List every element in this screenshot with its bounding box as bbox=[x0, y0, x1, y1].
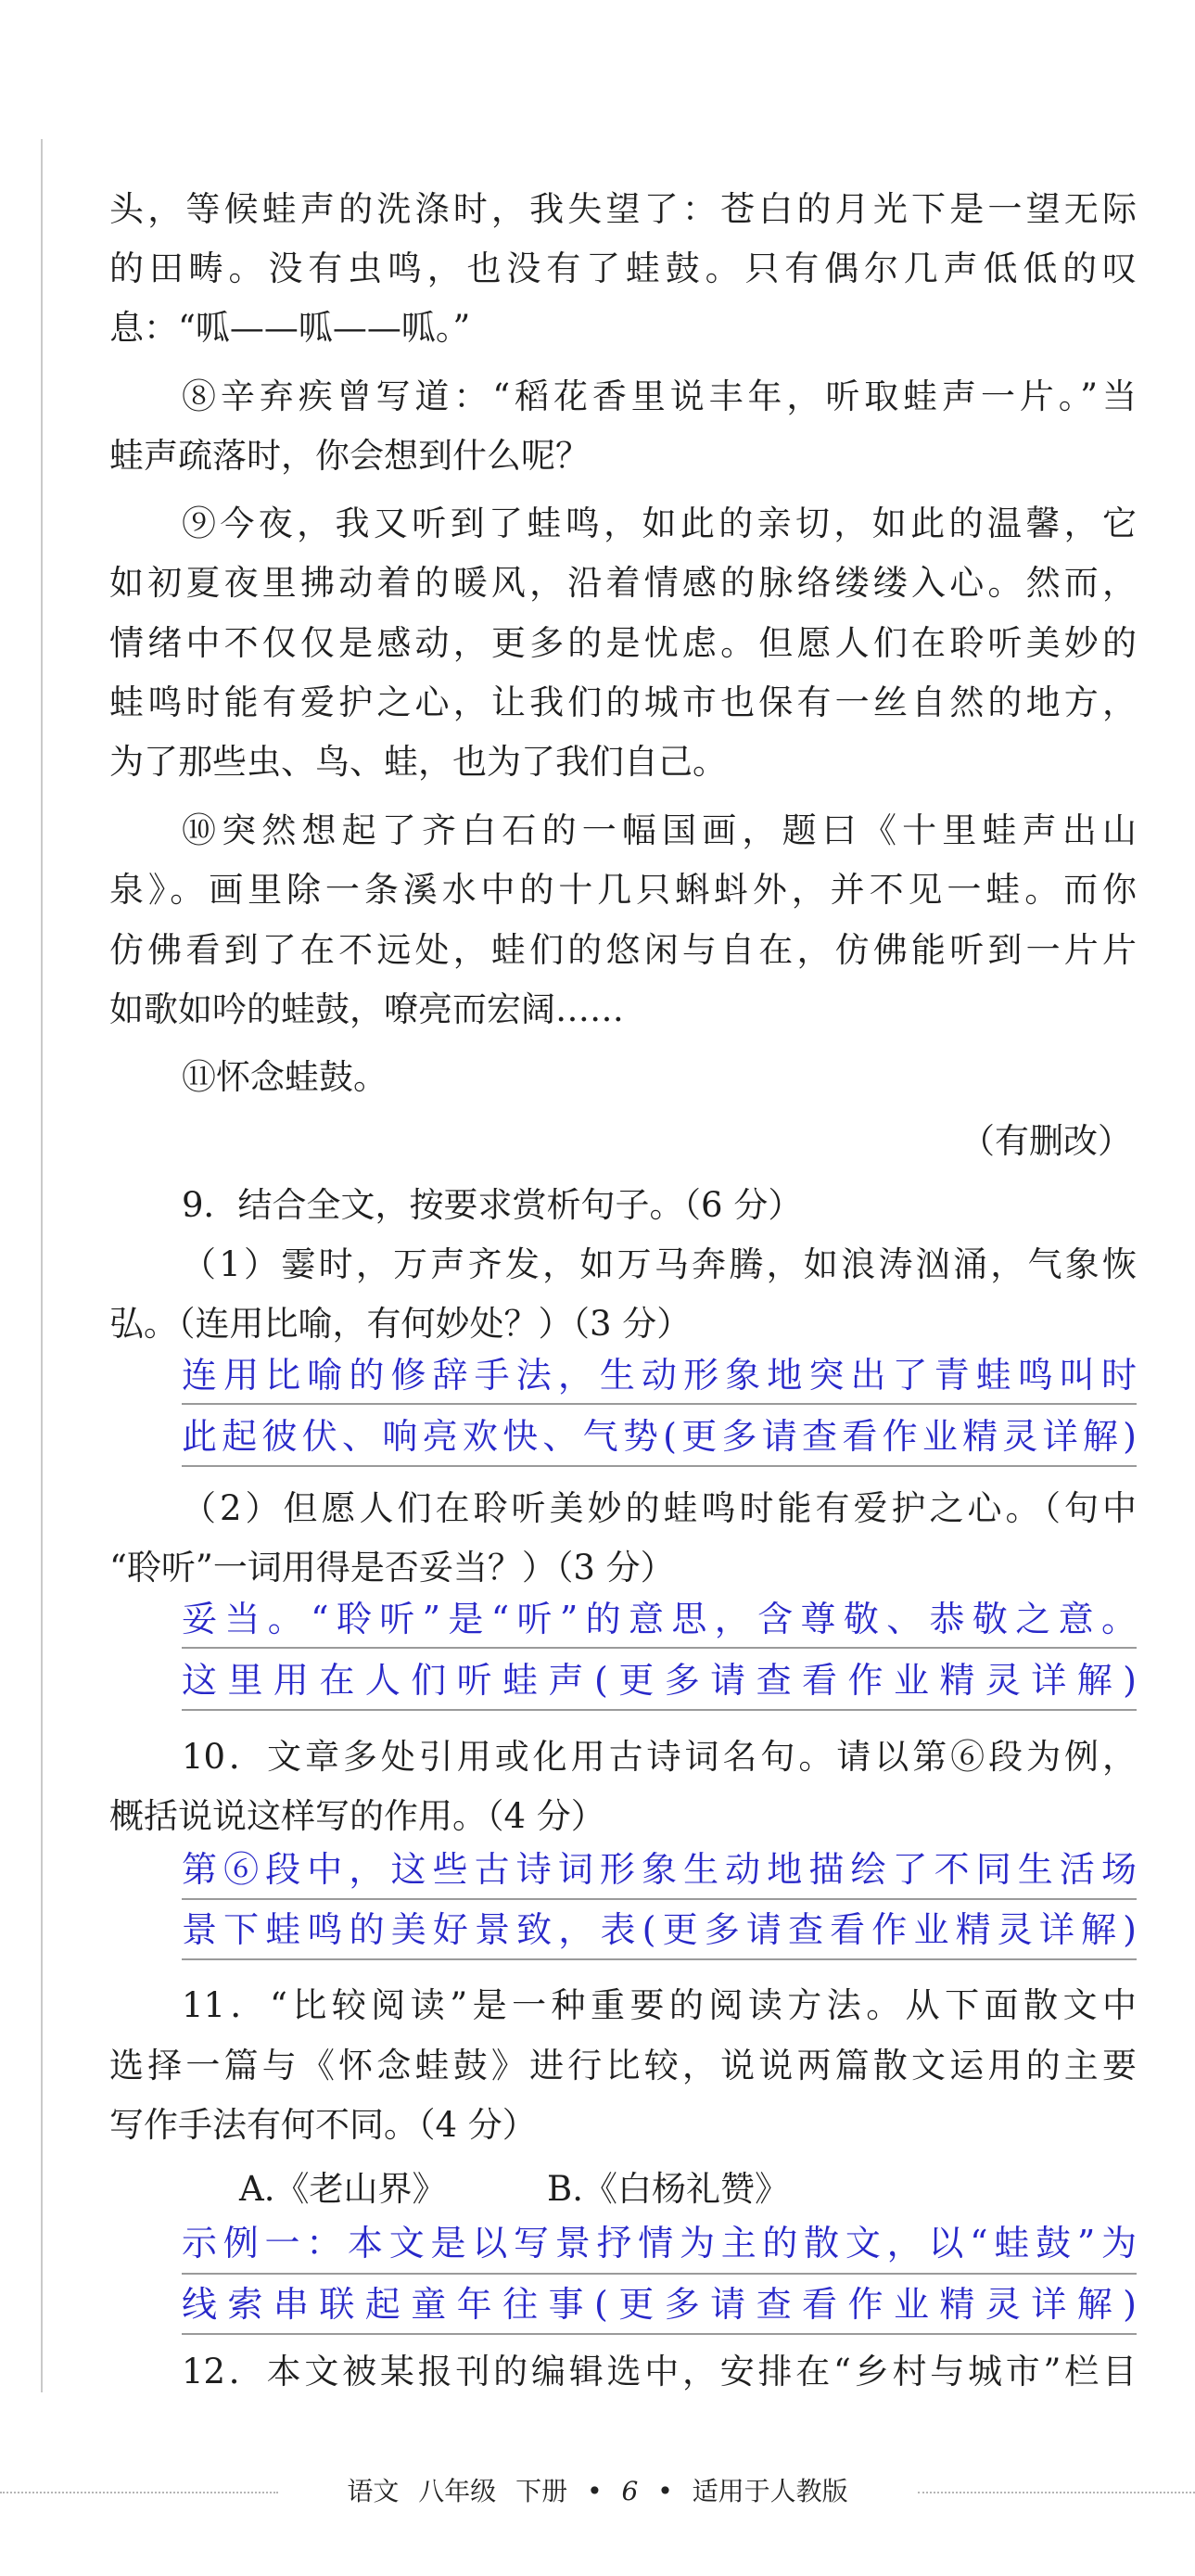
question-stem: 写作手法有何不同。（4 分） bbox=[109, 2105, 537, 2145]
answer-line: 妥当。“聆听”是“听”的意思，含尊敬、恭敬之意。 bbox=[182, 1599, 1137, 1639]
question-stem: 11．“比较阅读”是一种重要的阅读方法。从下面散文中 bbox=[182, 1985, 1137, 2025]
footer-volume: 下册 bbox=[515, 2476, 568, 2506]
answer-rule bbox=[182, 1709, 1137, 1711]
footer-separator: • bbox=[587, 2476, 603, 2506]
passage-line: 为了那些虫、鸟、蛙，也为了我们自己。 bbox=[109, 742, 727, 782]
passage-line: 蛙鸣时能有爱护之心，让我们的城市也保有一丝自然的地方， bbox=[109, 682, 1137, 722]
option-a: A.《老山界》 bbox=[239, 2169, 447, 2209]
sub-question-text: （1）霎时，万声齐发，如万马奔腾，如浪涛汹涌，气象恢 bbox=[182, 1244, 1137, 1284]
passage-line: ⑪怀念蛙鼓。 bbox=[182, 1057, 388, 1097]
passage-line: ⑩突然想起了齐白石的一幅国画，题曰《十里蛙声出山 bbox=[182, 810, 1137, 850]
option-b: B.《白杨礼赞》 bbox=[547, 2169, 789, 2209]
passage-line: 仿佛看到了在不远处，蛙们的悠闲与自在，仿佛能听到一片片 bbox=[109, 930, 1137, 970]
passage-line: 蛙声疏落时，你会想到什么呢？ bbox=[109, 436, 590, 476]
passage-line: 如歌如吟的蛙鼓，嘹亮而宏阔…… bbox=[109, 989, 624, 1029]
answer-rule bbox=[182, 2333, 1137, 2335]
answer-line: 这里用在人们听蛙声(更多请查看作业精灵详解) bbox=[182, 1660, 1137, 1701]
passage-line: 情绪中不仅仅是感动，更多的是忧虑。但愿人们在聆听美妙的 bbox=[109, 623, 1137, 663]
page-footer bbox=[0, 2469, 1195, 2514]
answer-rule bbox=[182, 2273, 1137, 2275]
passage-line: 头，等候蛙声的洗涤时，我失望了：苍白的月光下是一望无际 bbox=[109, 189, 1137, 229]
question-stem: 概括说说这样写的作用。（4 分） bbox=[109, 1796, 605, 1836]
footer-separator: • bbox=[657, 2476, 673, 2506]
passage-line: 泉》。画里除一条溪水中的十几只蝌蚪外，并不见一蛙。而你 bbox=[109, 870, 1137, 910]
answer-line: 示例一：本文是以写景抒情为主的散文，以“蛙鼓”为 bbox=[182, 2223, 1137, 2264]
answer-line: 连用比喻的修辞手法，生动形象地突出了青蛙鸣叫时 bbox=[182, 1355, 1137, 1396]
answer-rule bbox=[182, 1898, 1137, 1900]
passage-line: 息：“呱——呱——呱。” bbox=[109, 308, 471, 348]
passage-line: 的田畴。没有虫鸣，也没有了蛙鼓。只有偶尔几声低低的叹 bbox=[109, 249, 1137, 288]
answer-rule bbox=[182, 1647, 1137, 1649]
answer-line: 线索串联起童年往事(更多请查看作业精灵详解) bbox=[182, 2284, 1137, 2325]
footer-subject: 语文 bbox=[347, 2476, 400, 2506]
sub-question-text: 弘。（连用比喻，有何妙处？）（3 分） bbox=[109, 1304, 692, 1344]
passage-line: ⑨今夜，我又听到了蛙鸣，如此的亲切，如此的温馨，它 bbox=[182, 504, 1137, 543]
footer-edition: 适用于人教版 bbox=[692, 2476, 848, 2506]
left-margin-line bbox=[41, 139, 43, 2392]
question-stem: 12．本文被某报刊的编辑选中，安排在“乡村与城市”栏目 bbox=[182, 2352, 1137, 2391]
answer-rule bbox=[182, 1958, 1137, 1960]
answer-rule bbox=[182, 1465, 1137, 1467]
footer-grade: 八年级 bbox=[418, 2476, 497, 2506]
passage-line: 如初夏夜里拂动着的暖风，沿着情感的脉络缕缕入心。然而， bbox=[109, 563, 1137, 603]
answer-line: 景下蛙鸣的美好景致，表(更多请查看作业精灵详解) bbox=[182, 1909, 1137, 1950]
question-stem: 9．结合全文，按要求赏析句子。（6 分） bbox=[182, 1185, 803, 1225]
footer-page-number: 6 bbox=[621, 2476, 639, 2506]
sub-question-text: “聆听”一词用得是否妥当？）（3 分） bbox=[109, 1548, 675, 1588]
answer-line: 第⑥段中，这些古诗词形象生动地描绘了不同生活场 bbox=[182, 1849, 1137, 1890]
question-stem: 选择一篇与《怀念蛙鼓》进行比较，说说两篇散文运用的主要 bbox=[109, 2046, 1137, 2085]
answer-rule bbox=[182, 1403, 1137, 1405]
sub-question-text: （2）但愿人们在聆听美妙的蛙鸣时能有爱护之心。（句中 bbox=[182, 1488, 1137, 1528]
source-note: （有删改） bbox=[960, 1121, 1132, 1161]
answer-line: 此起彼伏、响亮欢快、气势(更多请查看作业精灵详解) bbox=[182, 1416, 1137, 1457]
passage-line: ⑧辛弃疾曾写道：“稻花香里说丰年，听取蛙声一片。”当 bbox=[182, 376, 1137, 416]
question-stem: 10．文章多处引用或化用古诗词名句。请以第⑥段为例， bbox=[182, 1737, 1137, 1777]
